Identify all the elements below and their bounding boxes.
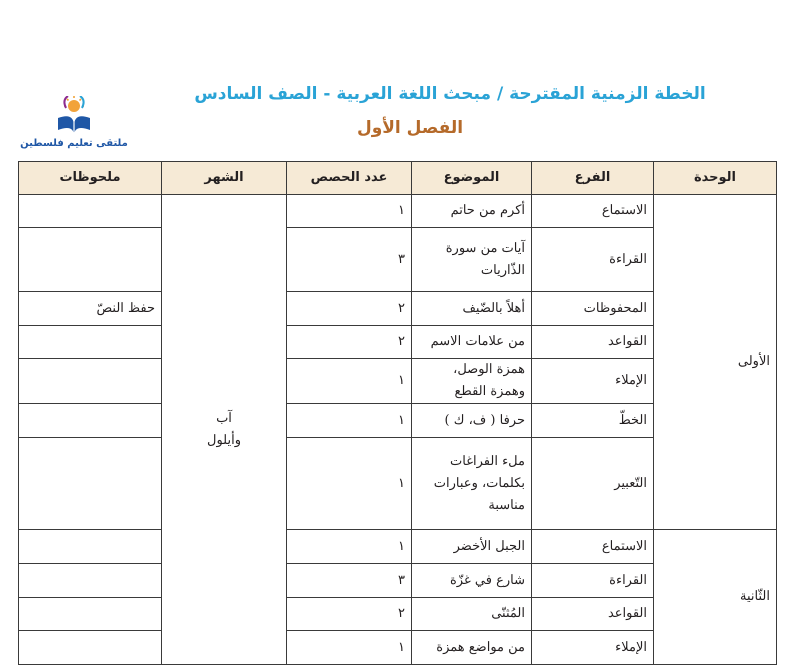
notes-cell [19,564,162,598]
branch-cell: الاستماع [532,195,654,228]
count-cell: ٢ [287,292,412,326]
branch-cell: القراءة [532,228,654,292]
topic-cell: من مواضع همزة [412,631,532,665]
topic-cell: أهلاً بالضّيف [412,292,532,326]
table-header-row [19,162,777,195]
branch-cell: الاستماع [532,530,654,564]
notes-cell [19,404,162,438]
branch-cell: القواعد [532,326,654,359]
branch-cell: الإملاء [532,631,654,665]
site-logo [18,96,130,156]
month-cell [162,195,287,665]
header-notes: ملحوظات [19,162,162,195]
topic-cell: آيات من سورة الذّاريات [412,228,532,292]
count-cell: ٣ [287,228,412,292]
topic-cell: حرفا ( ف، ك ) [412,404,532,438]
branch-cell: الخطّ [532,404,654,438]
count-cell: ١ [287,530,412,564]
branch-cell: التّعبير [532,438,654,530]
count-cell: ١ [287,631,412,665]
branch-cell: القواعد [532,598,654,631]
notes-cell [19,359,162,404]
count-cell: ٢ [287,326,412,359]
count-cell: ١ [287,195,412,228]
branch-cell: الإملاء [532,359,654,404]
page-title: الخطة الزمنية المقترحة / مبحث اللغة العربية - الصف السادس [194,84,706,104]
count-cell: ١ [287,359,412,404]
table-row [19,195,777,228]
topic-cell: همزة الوصل، وهمزة القطع [412,359,532,404]
plan-table [18,161,777,665]
header-branch: الفرع [532,162,654,195]
unit-cell: الثّانية [654,530,777,665]
header-month: الشهر [162,162,287,195]
notes-cell [19,438,162,530]
notes-cell: حفظ النصّ [19,292,162,326]
topic-cell: الجبل الأخضر [412,530,532,564]
notes-cell [19,530,162,564]
topic-cell: من علامات الاسم [412,326,532,359]
header-topic: الموضوع [412,162,532,195]
table-row [19,530,777,564]
header-unit: الوحدة [654,162,777,195]
header-count: عدد الحصص [287,162,412,195]
count-cell: ٢ [287,598,412,631]
topic-cell: أكرم من حاتم [412,195,532,228]
topic-cell: شارع في غزّة [412,564,532,598]
month-line-2: وأيلول [207,432,241,448]
branch-cell: القراءة [532,564,654,598]
book-sun-icon [18,96,130,140]
unit-cell: الأولى [654,195,777,530]
logo-text: ملتقى تعليم فلسطين [20,138,128,149]
notes-cell [19,631,162,665]
count-cell: ١ [287,438,412,530]
topic-cell: ملء الفراغات بكلمات، وعبارات مناسبة [412,438,532,530]
semester-title: الفصل الأول [356,118,464,138]
count-cell: ١ [287,404,412,438]
topic-cell: المُثنّى [412,598,532,631]
notes-cell [19,228,162,292]
notes-cell [19,326,162,359]
branch-cell: المحفوظات [532,292,654,326]
notes-cell [19,598,162,631]
notes-cell [19,195,162,228]
month-line-1: آب [216,410,232,426]
count-cell: ٣ [287,564,412,598]
